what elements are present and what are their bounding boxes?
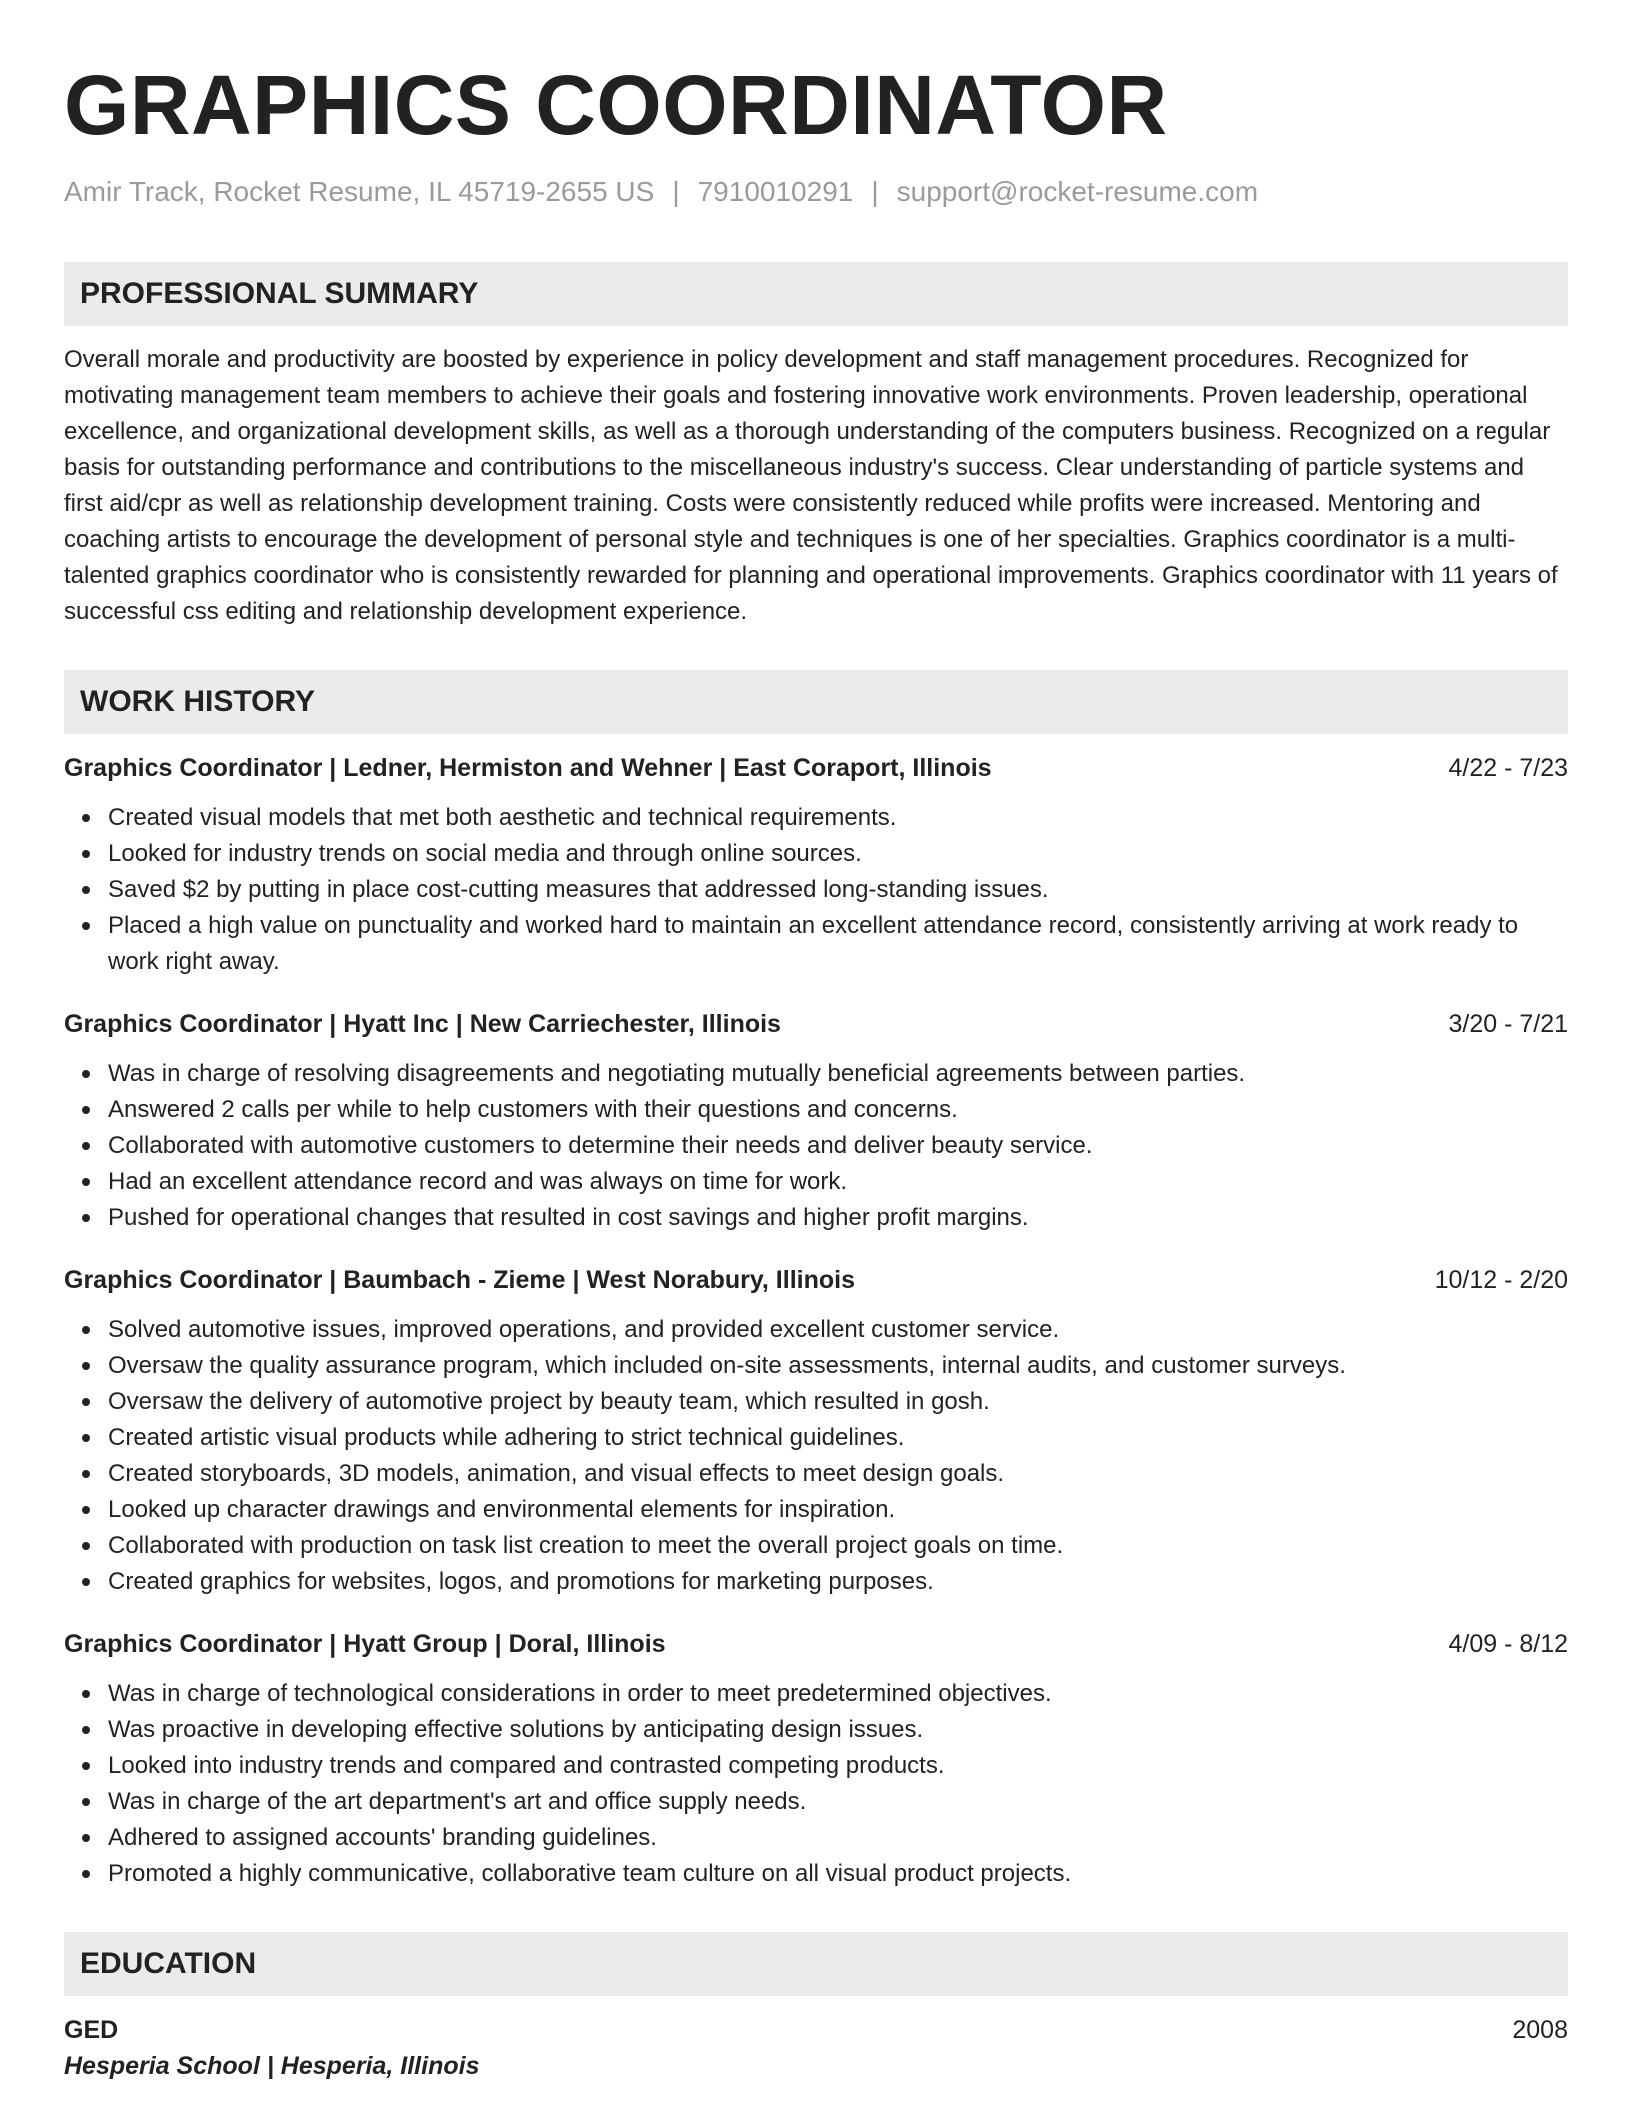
job-dates: 3/20 - 7/21 — [1448, 1010, 1568, 1038]
summary-text: Overall morale and productivity are boosted by experience in policy development and staff management procedures. Recognized for motivating management team members to achieve their goals and fostering innovative work environments. Proven leadership, operational excellence, and organizational development skills, as well as a thorough understanding of the computers business. Recognized on a regular basis for outstanding performance and contributions to the miscellaneous industry's success. Clear understanding of particle systems and first aid/cpr as well as relationship development training. Costs were consistently reduced while profits were increased. Mentoring and coaching artists to encourage the development of personal style and techniques is one of her specialties. Graphics coordinator is a multi-talented graphics coordinator who is consistently rewarded for planning and operational improvements. Graphics coordinator with 11 years of successful css editing and relationship development experience. — [64, 346, 1558, 625]
contact-email: support@rocket-resume.com — [896, 176, 1259, 207]
education-row — [64, 2012, 1568, 2048]
job-bullet-list — [64, 800, 1568, 980]
job-heading: Graphics Coordinator | Hyatt Inc | New Carriechester, Illinois — [64, 1010, 781, 1038]
job-bullet: Solved automotive issues, improved operations, and provided excellent customer service. — [108, 1312, 1568, 1348]
job-bullet-list — [64, 1676, 1568, 1892]
job-bullet: Had an excellent attendance record and was always on time for work. — [108, 1164, 1568, 1200]
job-bullet: Answered 2 calls per while to help customers with their questions and concerns. — [108, 1092, 1568, 1128]
job-heading-row — [64, 1262, 1568, 1298]
job-bullet: Created graphics for websites, logos, and promotions for marketing purposes. — [108, 1564, 1568, 1600]
job-bullet: Collaborated with production on task list creation to meet the overall project goals on time. — [108, 1528, 1568, 1564]
job-bullet: Oversaw the quality assurance program, which included on-site assessments, internal audits, and customer surveys. — [108, 1348, 1568, 1384]
job-heading-row — [64, 1626, 1568, 1662]
job-entry — [64, 1262, 1568, 1600]
job-bullet: Promoted a highly communicative, collaborative team culture on all visual product projects. — [108, 1856, 1568, 1892]
education-school: Hesperia School | Hesperia, Illinois — [64, 2052, 480, 2080]
job-bullet-list — [64, 1312, 1568, 1600]
work-history-list — [64, 750, 1568, 1892]
contact-address: Amir Track, Rocket Resume, IL 45719-2655 US — [64, 176, 655, 207]
contact-phone: 7910010291 — [697, 176, 854, 207]
job-heading: Graphics Coordinator | Hyatt Group | Doral, Illinois — [64, 1630, 666, 1658]
job-bullet: Collaborated with automotive customers to determine their needs and deliver beauty service. — [108, 1128, 1568, 1164]
job-bullet: Looked for industry trends on social media and through online sources. — [108, 836, 1568, 872]
education-degree: GED — [64, 2016, 119, 2044]
job-entry — [64, 1626, 1568, 1892]
job-entry — [64, 750, 1568, 980]
job-dates: 10/12 - 2/20 — [1434, 1266, 1568, 1294]
education-section-header: EDUCATION — [64, 1932, 1568, 1996]
job-bullet: Was in charge of the art department's art and office supply needs. — [108, 1784, 1568, 1820]
job-bullet: Pushed for operational changes that resulted in cost savings and higher profit margins. — [108, 1200, 1568, 1236]
job-dates: 4/09 - 8/12 — [1448, 1630, 1568, 1658]
job-bullet: Was in charge of technological considerations in order to meet predetermined objectives. — [108, 1676, 1568, 1712]
job-bullet: Created storyboards, 3D models, animation, and visual effects to meet design goals. — [108, 1456, 1568, 1492]
contact-separator: | — [672, 176, 680, 207]
work-history-section-header: WORK HISTORY — [64, 670, 1568, 734]
education-entry — [64, 2012, 1568, 2084]
job-bullet: Looked up character drawings and environmental elements for inspiration. — [108, 1492, 1568, 1528]
job-bullet: Adhered to assigned accounts' branding guidelines. — [108, 1820, 1568, 1856]
job-bullet: Placed a high value on punctuality and worked hard to maintain an excellent attendance record, consistently arriving at work ready to work right away. — [108, 908, 1568, 980]
job-bullet: Was proactive in developing effective solutions by anticipating design issues. — [108, 1712, 1568, 1748]
job-heading: Graphics Coordinator | Baumbach - Zieme | West Norabury, Illinois — [64, 1266, 855, 1294]
job-bullet: Looked into industry trends and compared and contrasted competing products. — [108, 1748, 1568, 1784]
job-heading-row — [64, 1006, 1568, 1042]
job-bullet: Oversaw the delivery of automotive project by beauty team, which resulted in gosh. — [108, 1384, 1568, 1420]
job-heading-row — [64, 750, 1568, 786]
job-heading: Graphics Coordinator | Ledner, Hermiston and Wehner | East Coraport, Illinois — [64, 754, 992, 782]
job-bullet: Created artistic visual products while adhering to strict technical guidelines. — [108, 1420, 1568, 1456]
job-bullet: Created visual models that met both aesthetic and technical requirements. — [108, 800, 1568, 836]
job-bullet: Was in charge of resolving disagreements and negotiating mutually beneficial agreements between parties. — [108, 1056, 1568, 1092]
contact-separator: | — [871, 176, 879, 207]
resume-title: GRAPHICS COORDINATOR — [64, 58, 1168, 152]
job-dates: 4/22 - 7/23 — [1448, 754, 1568, 782]
job-bullet-list — [64, 1056, 1568, 1236]
contact-line — [64, 172, 1568, 212]
education-year: 2008 — [1512, 2016, 1568, 2044]
job-bullet: Saved $2 by putting in place cost-cutting measures that addressed long-standing issues. — [108, 872, 1568, 908]
job-entry — [64, 1006, 1568, 1236]
summary-section-header: PROFESSIONAL SUMMARY — [64, 262, 1568, 326]
